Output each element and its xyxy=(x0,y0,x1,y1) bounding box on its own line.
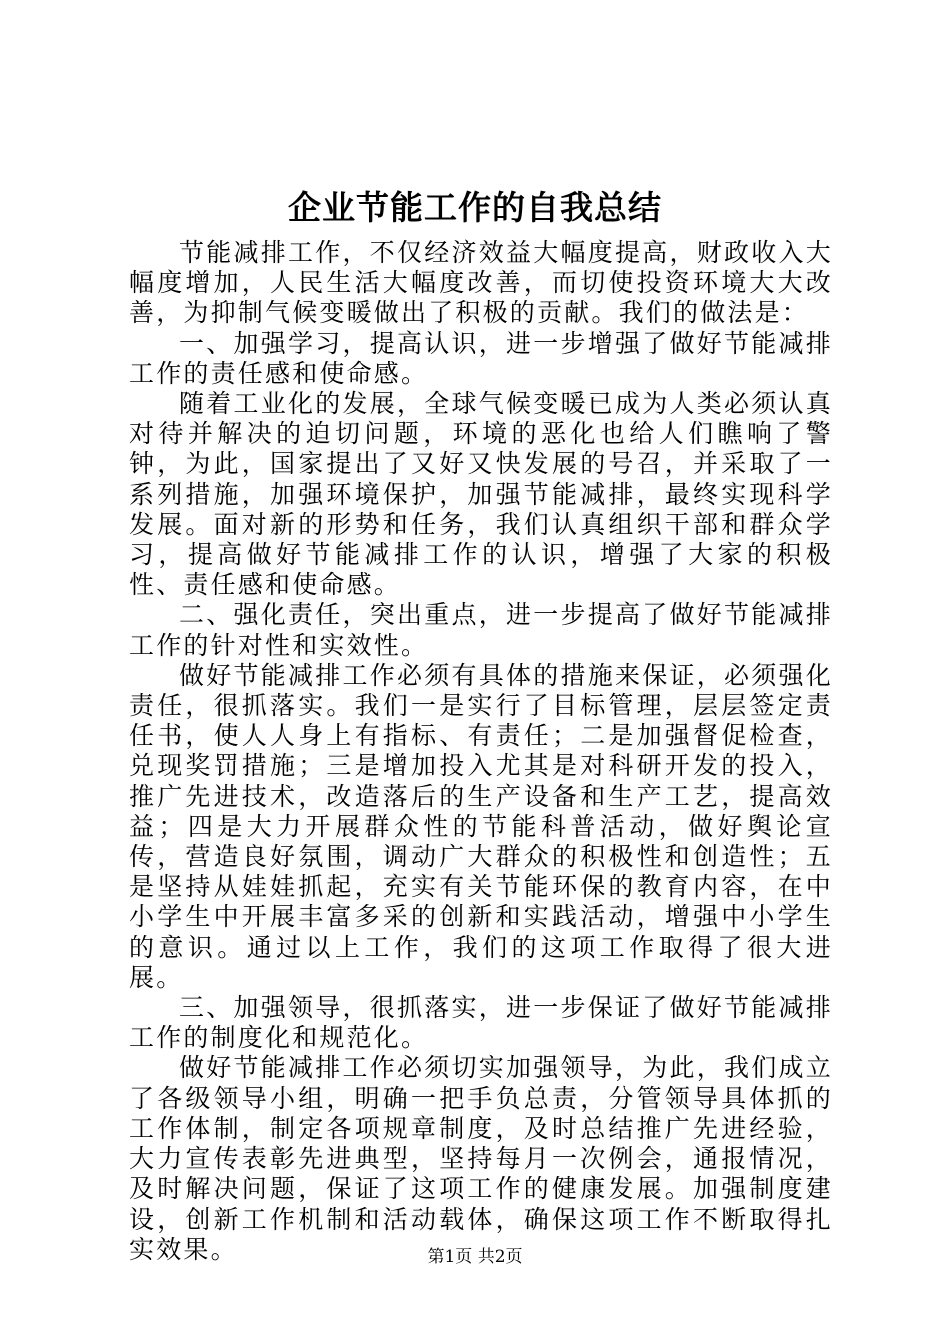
section-heading-3: 三、加强领导，很抓落实，进一步保证了做好节能减排工作的制度化和规范化。 xyxy=(129,993,833,1053)
section-heading-2: 二、强化责任，突出重点，进一步提高了做好节能减排工作的针对性和实效性。 xyxy=(129,600,833,660)
document-body xyxy=(129,238,833,1265)
body-paragraph: 随着工业化的发展，全球气候变暖已成为人类必须认真对待并解决的迫切问题，环境的恶化也给人们瞧响了警钟，为此，国家提出了又好又快发展的号召，并采取了一系列措施，加强环境保护，加强节能减排，最终实现科学发展。面对新的形势和任务，我们认真组织干部和群众学习，提高做好节能减排工作的认识，增强了大家的积极性、责任感和使命感。 xyxy=(129,389,833,600)
page-number-footer: 第1页 共2页 xyxy=(427,1247,523,1267)
document-title: 企业节能工作的自我总结 xyxy=(288,188,662,227)
body-paragraph: 节能减排工作，不仅经济效益大幅度提高，财政收入大幅度增加，人民生活大幅度改善，而切使投资环境大大改善，为抑制气候变暖做出了积极的贡献。我们的做法是： xyxy=(129,238,833,328)
body-paragraph: 做好节能减排工作必须切实加强领导，为此，我们成立了各级领导小组，明确一把手负总责，分管领导具体抓的工作体制，制定各项规章制度，及时总结推广先进经验，大力宣传表彰先进典型，坚持每月一次例会，通报情况，及时解决问题，保证了这项工作的健康发展。加强制度建设，创新工作机制和活动载体，确保这项工作不断取得扎实效果。 xyxy=(129,1053,833,1264)
section-heading-1: 一、加强学习，提高认识，进一步增强了做好节能减排工作的责任感和使命感。 xyxy=(129,328,833,388)
body-paragraph: 做好节能减排工作必须有具体的措施来保证，必须强化责任，很抓落实。我们一是实行了目标管理，层层签定责任书，使人人身上有指标、有责任；二是加强督促检查，兑现奖罚措施；三是增加投入尤其是对科研开发的投入，推广先进技术，改造落后的生产设备和生产工艺，提高效益；四是大力开展群众性的节能科普活动，做好舆论宣传，营造良好氛围，调动广大群众的积极性和创造性；五是坚持从娃娃抓起，充实有关节能环保的教育内容，在中小学生中开展丰富多采的创新和实践活动，增强中小学生的意识。通过以上工作，我们的这项工作取得了很大进展。 xyxy=(129,660,833,992)
